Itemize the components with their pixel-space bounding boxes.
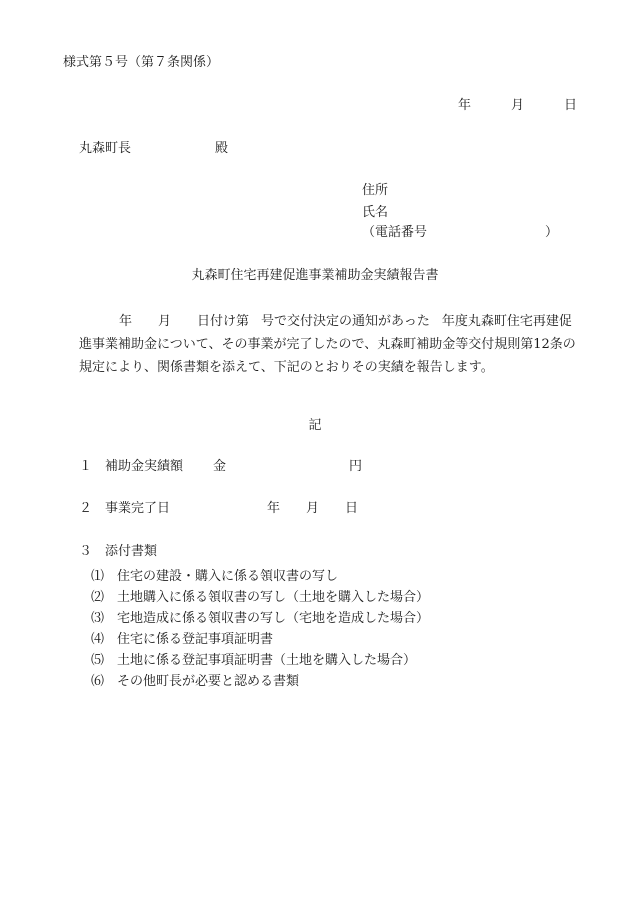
applicant-name-label: 氏名	[362, 205, 389, 220]
item1-currency: 金	[213, 459, 227, 474]
attachment-text: 土地に係る登記事項証明書（土地を購入した場合）	[117, 653, 417, 668]
attachment-number: ⑸	[91, 653, 105, 668]
attachment-item	[91, 587, 429, 608]
body-day-dated: 日付け第	[197, 314, 250, 329]
item2-year: 年	[267, 501, 281, 516]
addressee	[79, 142, 228, 155]
applicant-phone	[362, 226, 558, 239]
date-month: 月	[511, 98, 525, 113]
body-fiscal-year: 年度丸森町住宅再建促進事業補助金について、その事業が完了したので、丸森町補助金等交付規則第12条の規定により、関係書類を添えて、下記のとおりその実績を報告します。	[79, 314, 576, 375]
attachment-text: 宅地造成に係る領収書の写し（宅地を造成した場合）	[117, 611, 430, 626]
document-title: 丸森町住宅再建促進事業補助金実績報告書	[191, 268, 439, 283]
body-year: 年	[119, 314, 133, 329]
attachment-number: ⑴	[91, 569, 105, 584]
attachment-text: その他町長が必要と認める書類	[117, 674, 300, 689]
attachment-list	[91, 566, 429, 692]
item2-label: 事業完了日	[105, 501, 171, 516]
attachment-number: ⑵	[91, 590, 105, 605]
attachment-item	[91, 671, 429, 692]
completion-date	[267, 502, 358, 515]
attachment-text: 住宅に係る登記事項証明書	[117, 632, 274, 647]
item3-label: 添付書類	[105, 544, 158, 559]
attachment-item	[91, 629, 429, 650]
addressee-honorific: 殿	[215, 141, 229, 156]
attachment-number: ⑹	[91, 674, 105, 689]
item3-number: ３	[79, 544, 93, 559]
item2-day: 日	[345, 501, 359, 516]
attachment-text: 住宅の建設・購入に係る領収書の写し	[117, 569, 339, 584]
report-body	[79, 310, 584, 379]
form-label: 様式第５号（第７条関係）	[63, 55, 220, 70]
applicant-address-label: 住所	[362, 183, 389, 198]
applicant-phone-label: （電話番号	[362, 225, 428, 240]
date-day: 日	[564, 98, 578, 113]
item1-label: 補助金実績額	[105, 459, 184, 474]
body-month: 月	[158, 314, 172, 329]
attachment-number: ⑶	[91, 611, 105, 626]
item2-number: ２	[79, 501, 93, 516]
submission-date	[458, 99, 577, 112]
body-number-text: 号で交付決定の通知があった	[261, 314, 430, 329]
attachment-item	[91, 650, 429, 671]
attachment-item	[91, 566, 429, 587]
attachment-item	[91, 608, 429, 629]
item1-number: １	[79, 459, 93, 474]
ki-heading: 記	[308, 418, 322, 433]
date-year: 年	[458, 98, 472, 113]
attachment-number: ⑷	[91, 632, 105, 647]
addressee-name: 丸森町長	[79, 141, 132, 156]
applicant-phone-close: ）	[544, 225, 558, 240]
item2-month: 月	[306, 501, 320, 516]
attachment-text: 土地購入に係る領収書の写し（土地を購入した場合）	[117, 590, 430, 605]
item1-unit: 円	[349, 459, 363, 474]
